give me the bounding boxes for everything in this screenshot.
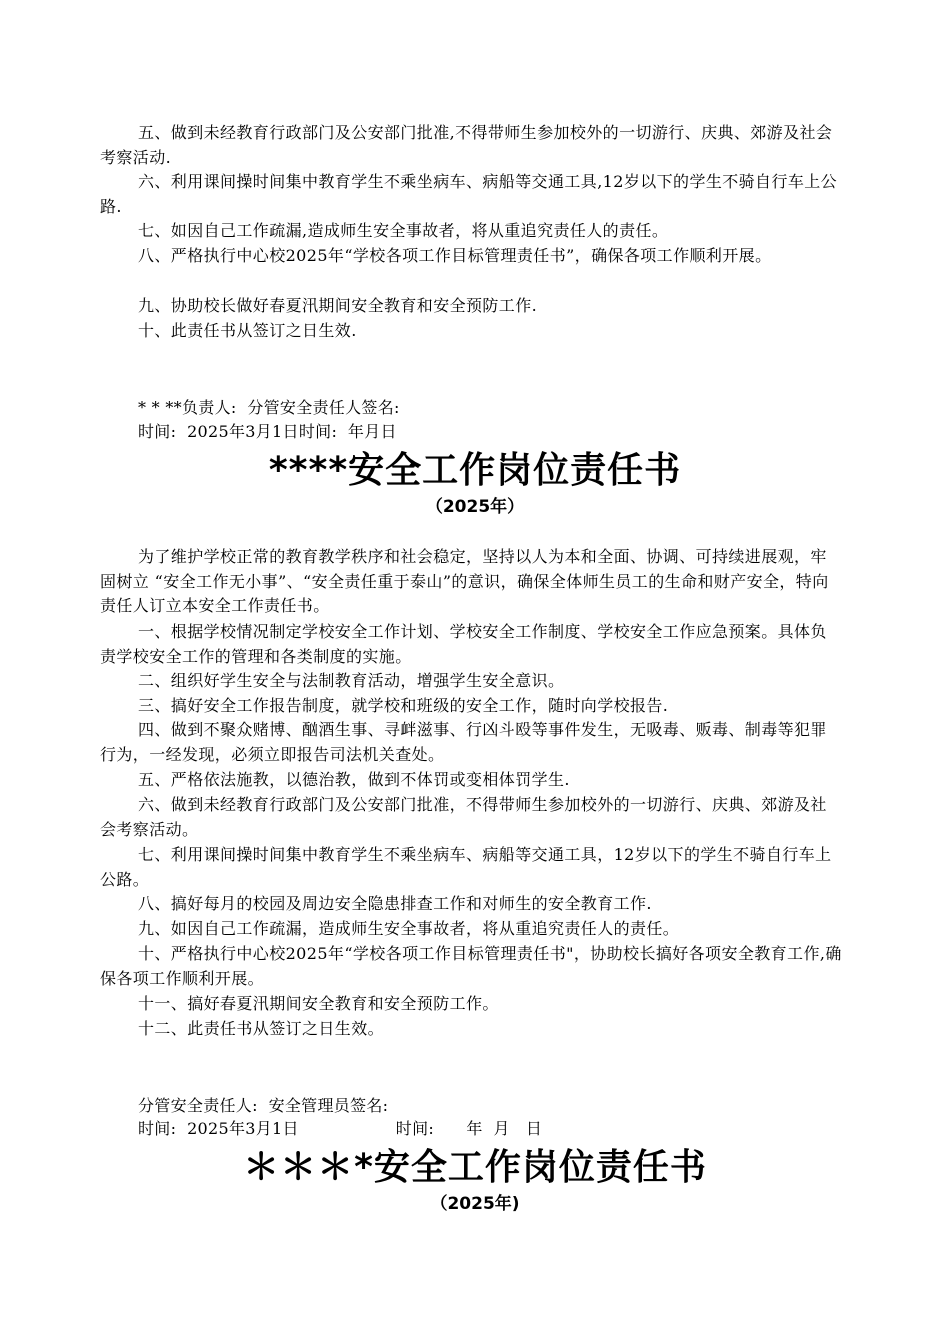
paragraph-b1: 一、根据学校情况制定学校安全工作计划、学校安全工作制度、学校安全工作应急预案。具体负责学校安全工作的管理和各类制度的实施。 (100, 622, 827, 666)
signature-line-b1: 分管安全责任人: 安全管理员签名: (138, 1096, 389, 1115)
paragraph-b12: 十二、此责任书从签订之日生效。 (138, 1019, 385, 1038)
paragraph-b4: 四、做到不聚众赌博、酗酒生事、寻衅滋事、行凶斗殴等事件发生，无吸毒、贩毒、制毒等犯罪行为，一经发现，必须立即报告司法机关查处。 (100, 720, 827, 764)
paragraph-a7: 七、如因自己工作疏漏,造成师生安全事故者，将从重追究责任人的责任。 (138, 221, 669, 240)
paragraph-a9: 九、协助校长做好春夏汛期间安全教育和安全预防工作. (138, 296, 538, 315)
paragraph-b3: 三、搞好安全工作报告制度，就学校和班级的安全工作，随时向学校报告. (138, 696, 669, 715)
paragraph-b6: 六、做到未经教育行政部门及公安部门批准，不得带师生参加校外的一切游行、庆典、郊游及社会考察活动。 (100, 795, 827, 839)
signature-line-a2: 时间: 2025年3月1日时间: 年月日 (138, 422, 397, 441)
paragraph-b-intro: 为了维护学校正常的教育教学秩序和社会稳定，坚持以人为本和全面、协调、可持续进展观，牢固树立 “安全工作无小事”、“安全责任重于泰山”的意识，确保全体师生员工的生命和财产安全，特向责任人订立本安全工作责任书。 (100, 547, 829, 615)
paragraph-a8: 八、严格执行中心校2025年“学校各项工作目标管理责任书”，确保各项工作顺利开展。 (138, 246, 772, 265)
paragraph-b10: 十、严格执行中心校2025年“学校各项工作目标管理责任书"，协助校长搞好各项安全教育工作,确保各项工作顺利开展。 (100, 944, 842, 988)
document-year-c: （2025年) (430, 1194, 520, 1214)
paragraph-b7: 七、利用课间操时间集中教育学生不乘坐病车、病船等交通工具，12岁以下的学生不骑自行车上公路。 (100, 845, 832, 889)
paragraph-a5: 五、做到未经教育行政部门及公安部门批准,不得带师生参加校外的一切游行、庆典、郊游及社会考察活动. (100, 123, 833, 167)
paragraph-b9: 九、如因自己工作疏漏，造成师生安全事故者，将从重追究责任人的责任。 (138, 919, 680, 938)
paragraph-a6: 六、利用课间操时间集中教育学生不乘坐病车、病船等交通工具,12岁以下的学生不骑自行车上公路. (100, 172, 838, 216)
paragraph-b11: 十一、搞好春夏汛期间安全教育和安全预防工作。 (138, 994, 499, 1013)
document-title-c: ＊＊＊*安全工作岗位责任书 (243, 1147, 707, 1188)
paragraph-a10: 十、此责任书从签订之日生效. (138, 321, 357, 340)
paragraph-b2: 二、组织好学生安全与法制教育活动，增强学生安全意识。 (138, 671, 565, 690)
paragraph-b8: 八、搞好每月的校园及周边安全隐患排查工作和对师生的安全教育工作. (138, 894, 652, 913)
signature-line-b2: 时间: 2025年3月1日 时间: 年 月 日 (138, 1119, 543, 1138)
signature-line-a1: * * **负责人: 分管安全责任人签名: (138, 398, 400, 417)
paragraph-b5: 五、严格依法施教，以德治教，做到不体罚或变相体罚学生. (138, 770, 570, 789)
document-title-b: ****安全工作岗位责任书 (268, 450, 682, 491)
document-year-b: （2025年） (425, 497, 525, 517)
